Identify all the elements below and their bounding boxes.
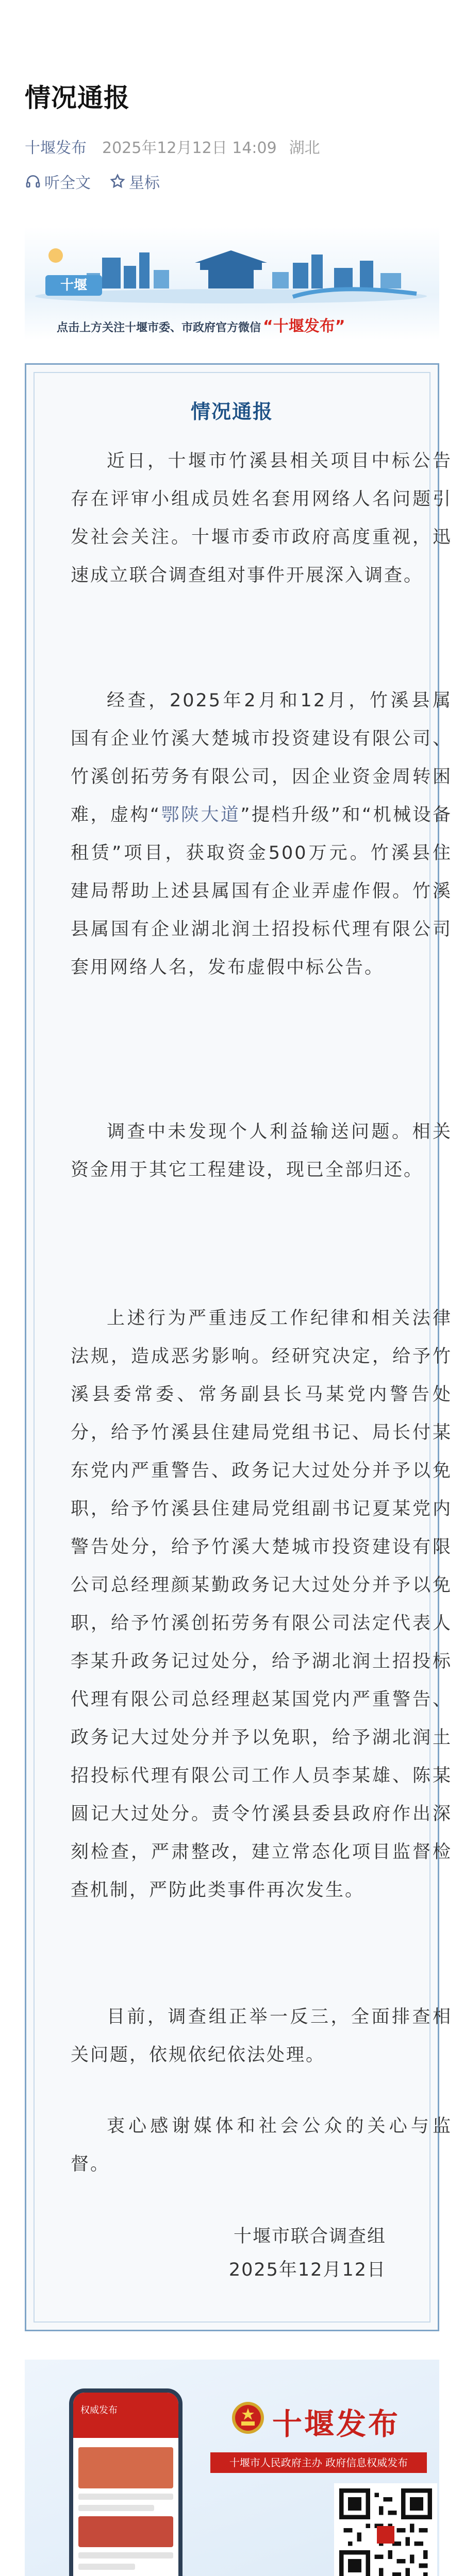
notice-paragraph-4: 上述行为严重违反工作纪律和相关法律法规，造成恶劣影响。经研究决定，给予竹溪县委常委、常务副县长马某党内警告处分，给予竹溪县住建局党组书记、局长付某东党内严重警告、政务记大过处分并予以免职，给予竹溪县住建局党组副书记夏某党内警告处分，给予竹溪大楚城市投资建设有限公司总经理颜某勤政务记大过处分并予以免职，给予竹溪创拓劳务有限公司法定代表人李某升政务记过处分，给予湖北润土招投标代理有限公司总经理赵某国党内严重警告、政务记大过处分并予以免职，给予湖北润土招投标代理有限公司工作人员李某雄、陈某圆记大过处分。责令竹溪县委县政府作出深刻检查，严肃整改，建立常态化项目监督检查机制，严防此类事件再次发生。: [71, 1308, 452, 1901]
city-skyline-illustration: [25, 247, 439, 314]
national-emblem-icon: [231, 2401, 265, 2435]
article-source-link[interactable]: 十堰发布: [25, 139, 87, 157]
article-actions: [25, 170, 160, 193]
article-location: 湖北: [289, 139, 320, 157]
svg-text:十堰: 十堰: [60, 278, 88, 293]
banner-subtitle: [57, 313, 345, 336]
article-meta: [25, 135, 320, 158]
banner-brand: “十堰发布”: [263, 317, 345, 335]
listen-label: 听全文: [44, 174, 91, 192]
notice-box: [25, 363, 452, 2331]
article-title: 情况通报: [25, 83, 130, 113]
banner-subtitle-text: 点击上方关注十堰市委、市政府官方微信: [57, 321, 261, 334]
header-banner: [25, 227, 439, 340]
ejiao-road-link[interactable]: 鄂陕大道: [161, 805, 241, 825]
promo-tagline: 十堰市人民政府主办 政府信息权威发布: [210, 2452, 427, 2473]
qr-code[interactable]: [334, 2483, 437, 2576]
notice-paragraph-2a: 经查，2025年2月和12月，竹溪县属国有企业竹溪大楚城市投资建设有限公司、竹溪创拓劳务有限公司，因企业资金周转困难，虚构“: [71, 690, 452, 825]
notice-paragraph-1: 近日，十堰市竹溪县相关项目中标公告存在评审小组成员姓名套用网络人名问题引发社会关注。十堰市委市政府高度重视，迅速成立联合调查组对事件开展深入调查。: [71, 451, 452, 586]
notice-heading: 情况通报: [190, 400, 273, 423]
promo-phone-mockup: [69, 2388, 183, 2576]
star-label: 星标: [129, 174, 160, 192]
headphones-icon: [25, 173, 41, 190]
listen-button[interactable]: [25, 170, 91, 193]
notice-signer: 十堰市联合调查组: [233, 2226, 386, 2247]
notice-paragraph-6: 衷心感谢媒体和社会公众的关心与监督。: [71, 2116, 452, 2175]
star-button[interactable]: [109, 170, 160, 193]
notice-paragraph-2: [71, 682, 452, 987]
phone-header: 权威发布: [73, 2393, 178, 2438]
notice-paragraph-5: 目前，调查组正举一反三，全面排查相关问题，依规依纪依法处理。: [71, 2007, 452, 2065]
star-icon: [109, 173, 126, 190]
promo-brand: 十堰发布: [272, 2406, 401, 2442]
notice-paragraph-2b: ”提档升级”和“机械设备租赁”项目，获取资金500万元。竹溪县住建局帮助上述县属国有企业弄虚作假。竹溪县属国有企业湖北润土招投标代理有限公司套用网络人名，发布虚假中标公告。: [71, 805, 452, 978]
promo-card[interactable]: [25, 2360, 439, 2576]
article-date: 2025年12月12日 14:09: [102, 139, 277, 157]
notice-paragraph-3: 调查中未发现个人利益输送问题。相关资金用于其它工程建设，现已全部归还。: [71, 1122, 452, 1180]
notice-sign-date: 2025年12月12日: [228, 2260, 386, 2280]
